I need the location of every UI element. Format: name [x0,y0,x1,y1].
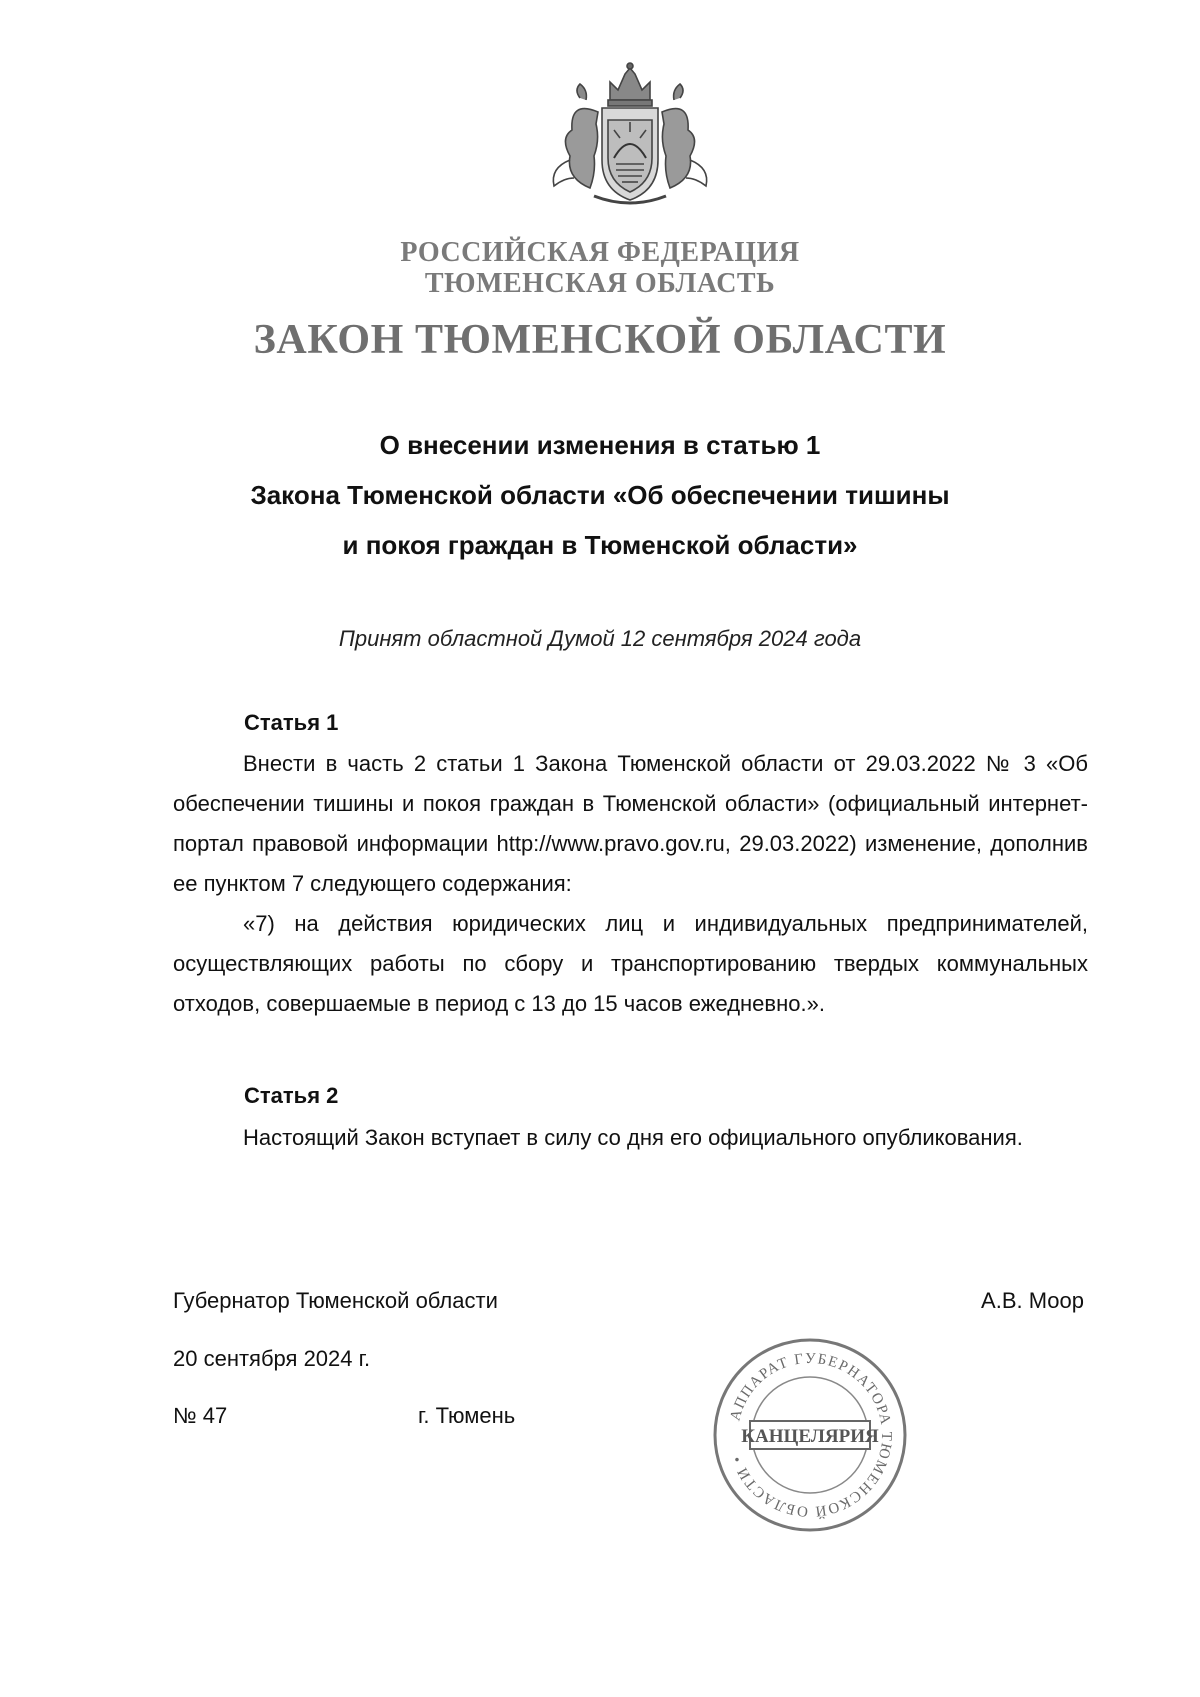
signing-date: 20 сентября 2024 г. [173,1346,371,1371]
svg-text:АППАРАТ ГУБЕРНАТОРА ТЮМЕНСКОЙ: АППАРАТ ГУБЕРНАТОРА ТЮМЕНСКОЙ ОБЛАСТИ • [727,1350,895,1520]
header-law-type: ЗАКОН ТЮМЕНСКОЙ ОБЛАСТИ [253,317,947,363]
law-title-line: О внесении изменения в статью 1 [379,430,821,460]
adoption-note: Принят областной Думой 12 сентября 2024 года [338,626,862,651]
article-paragraph: Внести в часть 2 статьи 1 Закона Тюменской области от 29.03.2022 № 3 «Об обеспечении тишины и покоя граждан в Тюменской области» (официальный интернет-портал правовой информации http://www.pravo.gov.ru, 29.03.2022) изменение, дополнив ее пунктом 7 следующего содержания: [173,751,1088,896]
law-title-line: Закона Тюменской области «Об обеспечении тишины [250,480,950,510]
signing-city: г. Тюмень [418,1403,516,1428]
signatory-name: А.В. Моор [981,1288,1084,1313]
article-paragraph: «7) на действия юридических лиц и индивидуальных предпринимателей, осуществляющих работы по сбору и транспортированию твердых коммунальных отходов, совершаемые в период с 13 до 15 часов ежедневно.». [173,911,1088,1016]
office-stamp [710,1335,910,1535]
svg-text:КАНЦЕЛЯРИЯ: КАНЦЕЛЯРИЯ [741,1426,879,1447]
law-number: № 47 [173,1403,228,1428]
header-region: ТЮМЕНСКАЯ ОБЛАСТЬ [424,268,776,299]
article-paragraph: Настоящий Закон вступает в силу со дня его официального опубликования. [243,1125,1023,1150]
article-heading: Статья 2 [244,1083,339,1108]
law-title-line: и покоя граждан в Тюменской области» [342,530,858,560]
article-heading: Статья 1 [244,710,339,735]
signatory-role: Губернатор Тюменской области [173,1288,498,1313]
header-country: РОССИЙСКАЯ ФЕДЕРАЦИЯ [400,237,800,268]
coat-of-arms-emblem [530,60,730,210]
